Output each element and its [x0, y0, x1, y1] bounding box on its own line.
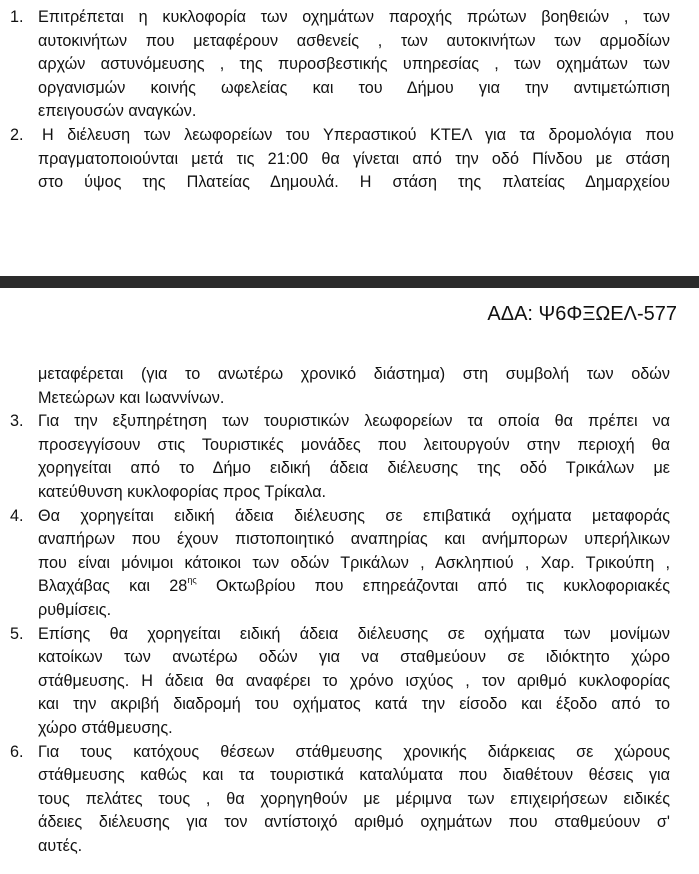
- text-line: Για την εξυπηρέτηση των τουριστικών λεωφορείων τα οποία θα πρέπει να: [38, 412, 670, 431]
- text-line: προσεγγίσουν στις Τουριστικές μονάδες που λειτουργούν στην περιοχή θα: [38, 435, 670, 454]
- page-top-fragment: [0, 6, 699, 195]
- text-line: τους πελάτες τους , θα χορηγηθούν με μέριμνα των επιχειρήσεων ειδικές: [38, 789, 670, 808]
- text-line: Επιτρέπεται η κυκλοφορία των οχημάτων παροχής πρώτων βοηθειών , των: [38, 8, 670, 26]
- text-line: οργανισμών κοινής ωφελείας και του Δήμου για την αντιμετώπιση: [38, 78, 670, 97]
- text-line: στάθμευσης. Η άδεια θα αναφέρει το χρόνο ισχύος , τον αριθμό κυκλοφορίας: [38, 671, 670, 690]
- text-line: στάθμευσης καθώς και τα τουριστικά καταλύματα που διαθέτουν θέσεις για: [38, 766, 670, 785]
- text-line: άδειες διέλευσης για τον αντίστοιχό αριθμό οχημάτων που σταθμεύουν σ': [38, 813, 670, 832]
- text-line: μεταφέρεται (για το ανωτέρω χρονικό διάστημα) στη συμβολή των οδών: [38, 365, 670, 383]
- text-line: ρυθμίσεις.: [38, 600, 112, 619]
- text-line: κατοίκων των ανωτέρω οδών για να σταθμεύουν σε ιδιόκτητο χώρο: [38, 648, 670, 667]
- list-item-1: [0, 6, 670, 124]
- text-line: που είναι μόνιμοι κάτοικοι των οδών Τρικάλων , Ασκληπιού , Χαρ. Τρικούπη ,: [38, 553, 670, 572]
- item-number: 2.: [10, 125, 24, 144]
- item-number: 1.: [10, 8, 24, 26]
- text-line: χορηγείται από το Δήμο ειδική άδεια διέλευσης της οδό Τρικάλων με: [38, 459, 670, 478]
- text-line: Για τους κατόχους θέσεων στάθμευσης χρονικής διάρκειας σε χώρους: [38, 742, 670, 761]
- text-line: Επίσης θα χορηγείται ειδική άδεια διέλευσης σε οχήματα των μονίμων: [38, 624, 670, 643]
- text-line: χώρο στάθμευσης.: [38, 718, 173, 737]
- text-line: επειγουσών αναγκών.: [38, 102, 197, 121]
- text-line: Μετεώρων και Ιωαννίνων.: [38, 388, 225, 407]
- list-item-6: [0, 741, 670, 859]
- list-item-5: [0, 623, 670, 741]
- text-line: πραγματοποιούνται μετά τις 21:00 θα γίνεται από την οδό Πίνδου με στάση: [38, 149, 670, 168]
- page-break-divider: [0, 276, 699, 288]
- item-number: 3.: [10, 412, 24, 431]
- list-item-2: [0, 124, 674, 195]
- text-line: στο ύψος της Πλατείας Δημουλά. Η στάση της πλατείας Δημαρχείου: [38, 173, 670, 192]
- text-line: αυτές.: [38, 836, 83, 855]
- text-line: αυτοκινήτων που μεταφέρουν ασθενείς , των αυτοκινήτων των αρμοδίων: [38, 31, 670, 50]
- text-line: κατεύθυνση κυκλοφορίας προς Τρίκαλα.: [38, 482, 327, 501]
- text-line: και την ακριβή διαδρομή του οχήματος κατά την είσοδο και έξοδο από το: [38, 695, 670, 714]
- list-item-4: [0, 505, 670, 623]
- continuation-paragraph: [0, 363, 670, 410]
- list-item-3: [0, 410, 670, 504]
- text-line: Η διέλευση των λεωφορείων του Υπεραστικού ΚΤΕΛ για τα δρομολόγια που: [42, 125, 674, 144]
- item-number: 5.: [10, 624, 24, 643]
- item-number: 4.: [10, 506, 24, 525]
- item-number: 6.: [10, 742, 24, 761]
- text-line-with-ordinal: [38, 575, 670, 599]
- text-line: αρχών αστυνόμευσης , της πυροσβεστικής υπηρεσίας , των οχημάτων των: [38, 55, 670, 74]
- text-fragment: Οκτωβρίου που επηρεάζονται από τις κυκλοφοριακές: [215, 577, 671, 596]
- text-fragment: Βλαχάβας και 28: [38, 577, 188, 596]
- text-line: αναπήρων που έχουν πιστοποιητικό αναπηρίας και ανήμπορων υπερήλικων: [38, 530, 670, 549]
- ada-code: ΑΔΑ: Ψ6ΦΞΩΕΛ-577: [487, 303, 677, 325]
- ordinal-superscript: ης: [187, 575, 197, 586]
- page-bottom-fragment: [0, 363, 699, 858]
- text-line: Θα χορηγείται ειδική άδεια διέλευσης σε επιβατικά οχήματα μεταφοράς: [38, 506, 670, 525]
